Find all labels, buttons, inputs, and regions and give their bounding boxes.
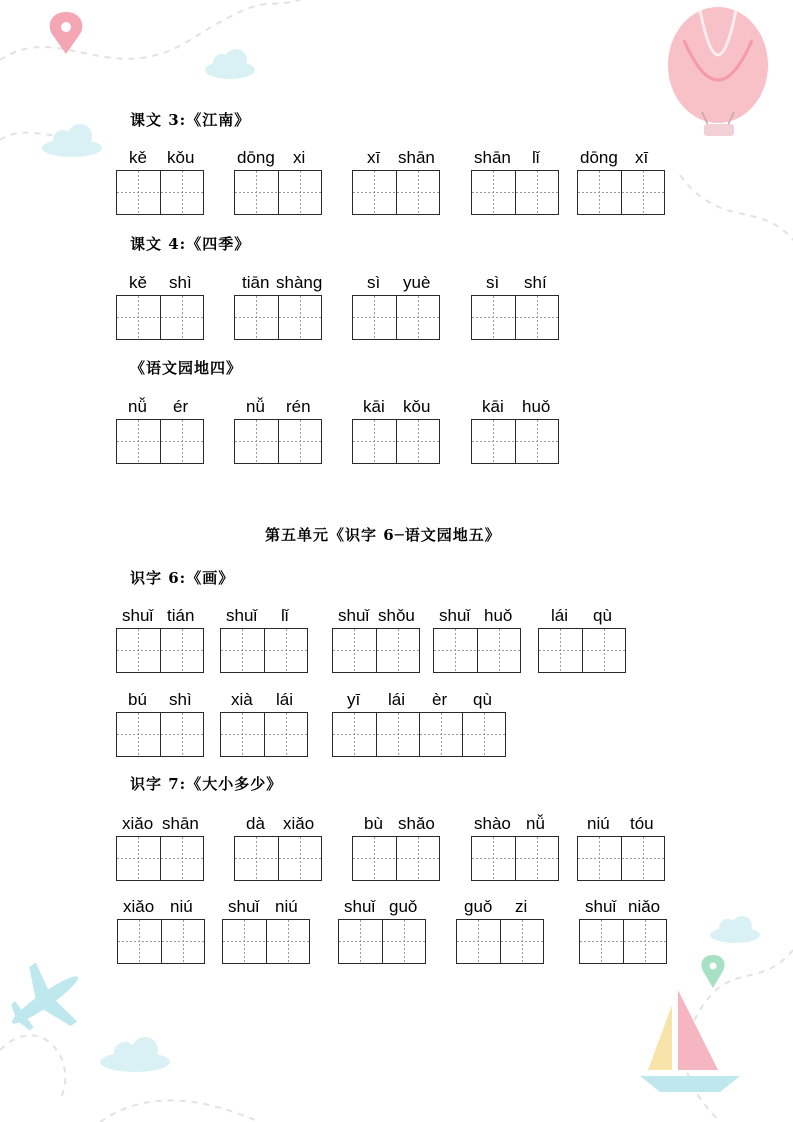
pinyin-syllable: xià — [231, 690, 253, 709]
writing-box-group — [579, 919, 667, 964]
writing-box-group — [234, 836, 322, 881]
hot-air-balloon-icon — [668, 7, 768, 136]
writing-box-group — [352, 419, 440, 464]
pinyin-syllable: shuǐ — [439, 606, 471, 625]
pinyin-syllable: dà — [246, 814, 265, 833]
pinyin-syllable: niú — [587, 814, 610, 833]
writing-box-group — [471, 419, 559, 464]
tian-zi-ge-cell[interactable] — [434, 629, 477, 672]
pinyin-syllable: shuǐ — [344, 897, 376, 916]
writing-box-group — [471, 836, 559, 881]
pinyin-syllable: niú — [170, 897, 193, 916]
tian-zi-ge-cell[interactable] — [472, 420, 515, 463]
pinyin-syllable: qù — [593, 606, 612, 625]
pinyin-syllable: shǒu — [378, 606, 415, 625]
pinyin-syllable: kě — [129, 148, 147, 167]
tian-zi-ge-cell[interactable] — [117, 296, 160, 339]
tian-zi-ge-cell[interactable] — [472, 296, 515, 339]
pinyin-syllable: dōng — [580, 148, 618, 167]
tian-zi-ge-cell[interactable] — [353, 171, 396, 214]
writing-box-group — [471, 295, 559, 340]
tian-zi-ge-cell[interactable] — [160, 420, 203, 463]
writing-box-group — [222, 919, 310, 964]
tian-zi-ge-cell[interactable] — [396, 420, 439, 463]
pinyin-syllable: rén — [286, 397, 311, 416]
pinyin-syllable: shào — [474, 814, 511, 833]
cloud-icon — [100, 1037, 170, 1072]
pinyin-syllable: shuǐ — [338, 606, 370, 625]
tian-zi-ge-cell[interactable] — [117, 629, 160, 672]
section-heading: 第五单元《识字 6─语文园地五》 — [265, 526, 501, 544]
writing-box-group — [332, 712, 506, 757]
map-pin-icon — [701, 955, 724, 988]
writing-box-group — [577, 170, 665, 215]
writing-box-group — [116, 836, 204, 881]
writing-box-group — [332, 628, 420, 673]
section-heading: 课文 3:《江南》 — [130, 111, 251, 129]
tian-zi-ge-cell[interactable] — [117, 837, 160, 880]
pinyin-syllable: shàng — [276, 273, 323, 292]
pinyin-syllable: lái — [551, 606, 569, 625]
tian-zi-ge-cell[interactable] — [580, 920, 623, 963]
pinyin-syllable: shān — [474, 148, 511, 167]
tian-zi-ge-cell[interactable] — [515, 296, 558, 339]
writing-box-group — [234, 170, 322, 215]
pinyin-syllable: huǒ — [484, 606, 513, 625]
writing-box-group — [220, 628, 308, 673]
pinyin-syllable: kě — [129, 273, 147, 292]
pinyin-syllable: niú — [275, 897, 298, 916]
tian-zi-ge-cell[interactable] — [396, 837, 439, 880]
tian-zi-ge-cell[interactable] — [376, 713, 419, 756]
tian-zi-ge-cell[interactable] — [118, 920, 161, 963]
section-heading: 课文 4:《四季》 — [130, 235, 251, 253]
sailboat-icon — [640, 990, 740, 1092]
pinyin-syllable: shì — [169, 690, 192, 709]
tian-zi-ge-cell[interactable] — [582, 629, 625, 672]
pinyin-syllable: ér — [173, 397, 189, 416]
tian-zi-ge-cell[interactable] — [500, 920, 543, 963]
writing-box-group — [338, 919, 426, 964]
tian-zi-ge-cell[interactable] — [161, 920, 204, 963]
writing-box-group — [234, 295, 322, 340]
tian-zi-ge-cell[interactable] — [117, 420, 160, 463]
section-heading: 《语文园地四》 — [130, 359, 243, 377]
tian-zi-ge-cell[interactable] — [457, 920, 500, 963]
tian-zi-ge-cell[interactable] — [515, 420, 558, 463]
tian-zi-ge-cell[interactable] — [235, 420, 278, 463]
pinyin-syllable: lǐ — [281, 606, 289, 625]
tian-zi-ge-cell[interactable] — [160, 171, 203, 214]
pinyin-syllable: lǐ — [532, 148, 540, 167]
pinyin-syllable: èr — [432, 690, 448, 709]
tian-zi-ge-cell[interactable] — [223, 920, 266, 963]
tian-zi-ge-cell[interactable] — [117, 713, 160, 756]
tian-zi-ge-cell[interactable] — [235, 837, 278, 880]
pinyin-syllable: yuè — [403, 273, 431, 292]
pinyin-syllable: xī — [635, 148, 649, 167]
tian-zi-ge-cell[interactable] — [376, 629, 419, 672]
writing-box-group — [117, 919, 205, 964]
writing-box-group — [352, 295, 440, 340]
writing-box-group — [234, 419, 322, 464]
tian-zi-ge-cell[interactable] — [333, 629, 376, 672]
pinyin-syllable: yī — [347, 690, 361, 709]
pinyin-syllable: tiān — [242, 273, 270, 292]
pinyin-syllable: shān — [162, 814, 199, 833]
writing-box-group — [456, 919, 544, 964]
tian-zi-ge-cell[interactable] — [419, 713, 462, 756]
pinyin-syllable: xi — [293, 148, 306, 167]
pinyin-syllable: shuǐ — [228, 897, 260, 916]
tian-zi-ge-cell[interactable] — [515, 171, 558, 214]
tian-zi-ge-cell[interactable] — [117, 171, 160, 214]
tian-zi-ge-cell[interactable] — [160, 713, 203, 756]
tian-zi-ge-cell[interactable] — [396, 296, 439, 339]
tian-zi-ge-cell[interactable] — [621, 171, 664, 214]
pinyin-syllable: sì — [367, 273, 381, 292]
tian-zi-ge-cell[interactable] — [472, 171, 515, 214]
writing-box-group — [116, 170, 204, 215]
pinyin-syllable: huǒ — [522, 397, 551, 416]
tian-zi-ge-cell[interactable] — [221, 713, 264, 756]
cloud-icon — [42, 124, 102, 157]
tian-zi-ge-cell[interactable] — [160, 629, 203, 672]
pinyin-syllable: bú — [128, 690, 147, 709]
pinyin-syllable: shǎo — [398, 814, 435, 833]
pinyin-syllable: lái — [388, 690, 406, 709]
writing-box-group — [116, 712, 204, 757]
tian-zi-ge-cell[interactable] — [578, 837, 621, 880]
tian-zi-ge-cell[interactable] — [623, 920, 666, 963]
tian-zi-ge-cell[interactable] — [278, 296, 321, 339]
pinyin-syllable: zi — [515, 897, 528, 916]
tian-zi-ge-cell[interactable] — [278, 171, 321, 214]
pinyin-syllable: kāi — [482, 397, 504, 416]
tian-zi-ge-cell[interactable] — [221, 629, 264, 672]
pinyin-syllable: shuǐ — [122, 606, 154, 625]
section-heading: 识字 6:《画》 — [130, 569, 235, 587]
pinyin-syllable: nǚ — [246, 397, 265, 416]
writing-box-group — [116, 419, 204, 464]
pinyin-syllable: xiǎo — [283, 814, 315, 833]
writing-box-group — [352, 170, 440, 215]
pinyin-syllable: xiǎo — [123, 897, 155, 916]
pinyin-syllable: kǒu — [167, 148, 195, 167]
writing-box-group — [352, 836, 440, 881]
pinyin-syllable: guǒ — [464, 897, 493, 916]
tian-zi-ge-cell[interactable] — [382, 920, 425, 963]
tian-zi-ge-cell[interactable] — [353, 420, 396, 463]
writing-box-group — [471, 170, 559, 215]
tian-zi-ge-cell[interactable] — [472, 837, 515, 880]
writing-box-group — [220, 712, 308, 757]
pinyin-syllable: guǒ — [389, 897, 418, 916]
pinyin-syllable: kǒu — [403, 397, 431, 416]
section-heading: 识字 7:《大小多少》 — [130, 775, 283, 793]
tian-zi-ge-cell[interactable] — [578, 171, 621, 214]
tian-zi-ge-cell[interactable] — [235, 171, 278, 214]
writing-box-group — [577, 836, 665, 881]
tian-zi-ge-cell[interactable] — [462, 713, 505, 756]
pinyin-syllable: tián — [167, 606, 195, 625]
writing-box-group — [538, 628, 626, 673]
pinyin-syllable: sì — [486, 273, 500, 292]
pinyin-syllable: qù — [473, 690, 492, 709]
cloud-icon — [205, 49, 255, 79]
pinyin-syllable: shì — [169, 273, 192, 292]
tian-zi-ge-cell[interactable] — [539, 629, 582, 672]
pinyin-syllable: tóu — [630, 814, 654, 833]
pinyin-syllable: nǚ — [526, 814, 545, 833]
pinyin-syllable: xī — [367, 148, 381, 167]
cloud-icon — [710, 916, 760, 943]
pinyin-syllable: shuǐ — [585, 897, 617, 916]
tian-zi-ge-cell[interactable] — [353, 296, 396, 339]
tian-zi-ge-cell[interactable] — [160, 296, 203, 339]
pinyin-syllable: shān — [398, 148, 435, 167]
writing-box-group — [116, 295, 204, 340]
writing-box-group — [116, 628, 204, 673]
tian-zi-ge-cell[interactable] — [278, 837, 321, 880]
tian-zi-ge-cell[interactable] — [333, 713, 376, 756]
tian-zi-ge-cell[interactable] — [339, 920, 382, 963]
pinyin-syllable: dōng — [237, 148, 275, 167]
pinyin-syllable: xiǎo — [122, 814, 154, 833]
pinyin-syllable: shí — [524, 273, 547, 292]
tian-zi-ge-cell[interactable] — [396, 171, 439, 214]
tian-zi-ge-cell[interactable] — [264, 713, 307, 756]
tian-zi-ge-cell[interactable] — [477, 629, 520, 672]
airplane-icon — [0, 948, 98, 1053]
pinyin-syllable: kāi — [363, 397, 385, 416]
tian-zi-ge-cell[interactable] — [235, 296, 278, 339]
pinyin-syllable: niǎo — [628, 897, 661, 916]
pinyin-syllable: shuǐ — [226, 606, 258, 625]
pinyin-syllable: nǚ — [128, 397, 147, 416]
tian-zi-ge-cell[interactable] — [266, 920, 309, 963]
pinyin-syllable: bù — [364, 814, 383, 833]
tian-zi-ge-cell[interactable] — [278, 420, 321, 463]
tian-zi-ge-cell[interactable] — [621, 837, 664, 880]
tian-zi-ge-cell[interactable] — [264, 629, 307, 672]
map-pin-icon — [50, 12, 83, 54]
tian-zi-ge-cell[interactable] — [160, 837, 203, 880]
pinyin-syllable: lái — [276, 690, 294, 709]
tian-zi-ge-cell[interactable] — [353, 837, 396, 880]
writing-box-group — [433, 628, 521, 673]
tian-zi-ge-cell[interactable] — [515, 837, 558, 880]
